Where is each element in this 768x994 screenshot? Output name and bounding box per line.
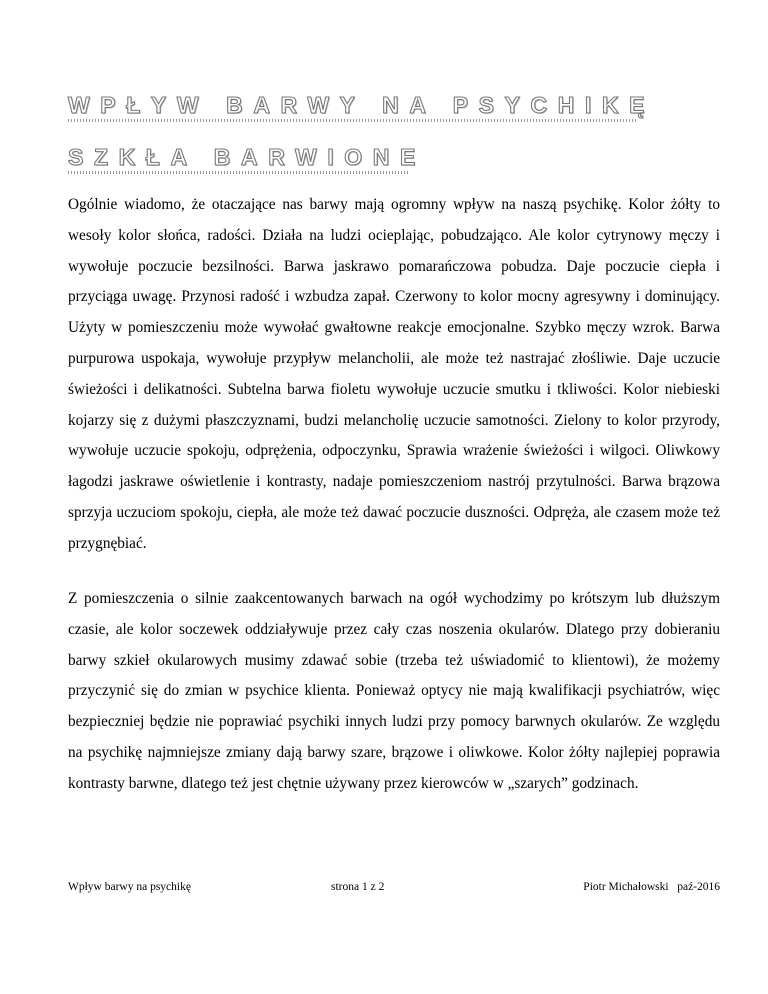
document-title: WPŁYW BARWY NA PSYCHIKĘ (68, 92, 656, 118)
footer-page-number: strona 1 z 2 (331, 881, 385, 893)
footer-author-date: Piotr Michałowski paź-2016 (583, 881, 720, 893)
heading-underline (68, 171, 408, 174)
body-paragraph-1 (68, 190, 720, 560)
paragraph-text: Ogólnie wiadomo, że otaczające nas barwy mają ogromny wpływ na naszą psychikę. Kolor żółty to wesoły kolor słońca, radości. Działa na ludzi ocieplając, pobudzająco. Ale kolor cytrynowy męczy i wywołuje poczucie bezsilności. Barwa jaskrawo pomarańczowa pobudza. Daje poczucie ciepła i przyciąga uwagę. Przynosi radość i wzbudza zapał. Czerwony to kolor mocny agresywny i dominujący. Użyty w pomieszczeniu może wywołać gwałtowne reakcje emocjonalne. Szybko męczy wzrok. Barwa purpurowa uspokaja, wywołuje przypływ melancholii, ale może też nastrajać złośliwie. Daje uczucie świeżości i delikatności. Subtelna barwa fioletu wywołuje uczucie smutku i tkliwości. Kolor niebieski kojarzy się z dużymi płaszczyznami, budzi melancholię uczucie samotności. Zielony to kolor przyrody, wywołuje uczucie spokoju, odprężenia, odpoczynku, Sprawia wrażenie świeżości i wilgoci. Oliwkowy łagodzi jaskrawe oświetlenie i kontrasty, nadaje pomieszczeniom nastrój przytulności. Barwa brązowa sprzyja uczuciom spokoju, ciepła, ale może też dawać poczucie duszności. Odpręża, ale czasem może też przygnębiać. (68, 196, 720, 552)
section-heading: SZKŁA BARWIONE (68, 144, 426, 170)
footer-document-title: Wpływ barwy na psychikę (68, 881, 191, 893)
body-paragraph-2 (68, 584, 720, 800)
title-underline (68, 119, 638, 122)
paragraph-text: Z pomieszczenia o silnie zaakcentowanych barwach na ogół wychodzimy po krótszym lub dłuższym czasie, ale kolor soczewek oddziaływuje przez cały czas noszenia okularów. Dlatego przy dobieraniu barwy szkieł okularowych musimy zdawać sobie (trzeba też uświadomić to klientowi), że możemy przyczynić się do zmian w psychice klienta. Ponieważ optycy nie mają kwalifikacji psychiatrów, więc bezpieczniej będzie nie poprawiać psychiki innych ludzi przy pomocy barwnych okularów. Ze względu na psychikę najmniejsze zmiany dają barwy szare, brązowe i oliwkowe. Kolor żółty najlepiej poprawia kontrasty barwne, dlatego też jest chętnie używany przez kierowców w „szarych” godzinach. (68, 590, 720, 792)
